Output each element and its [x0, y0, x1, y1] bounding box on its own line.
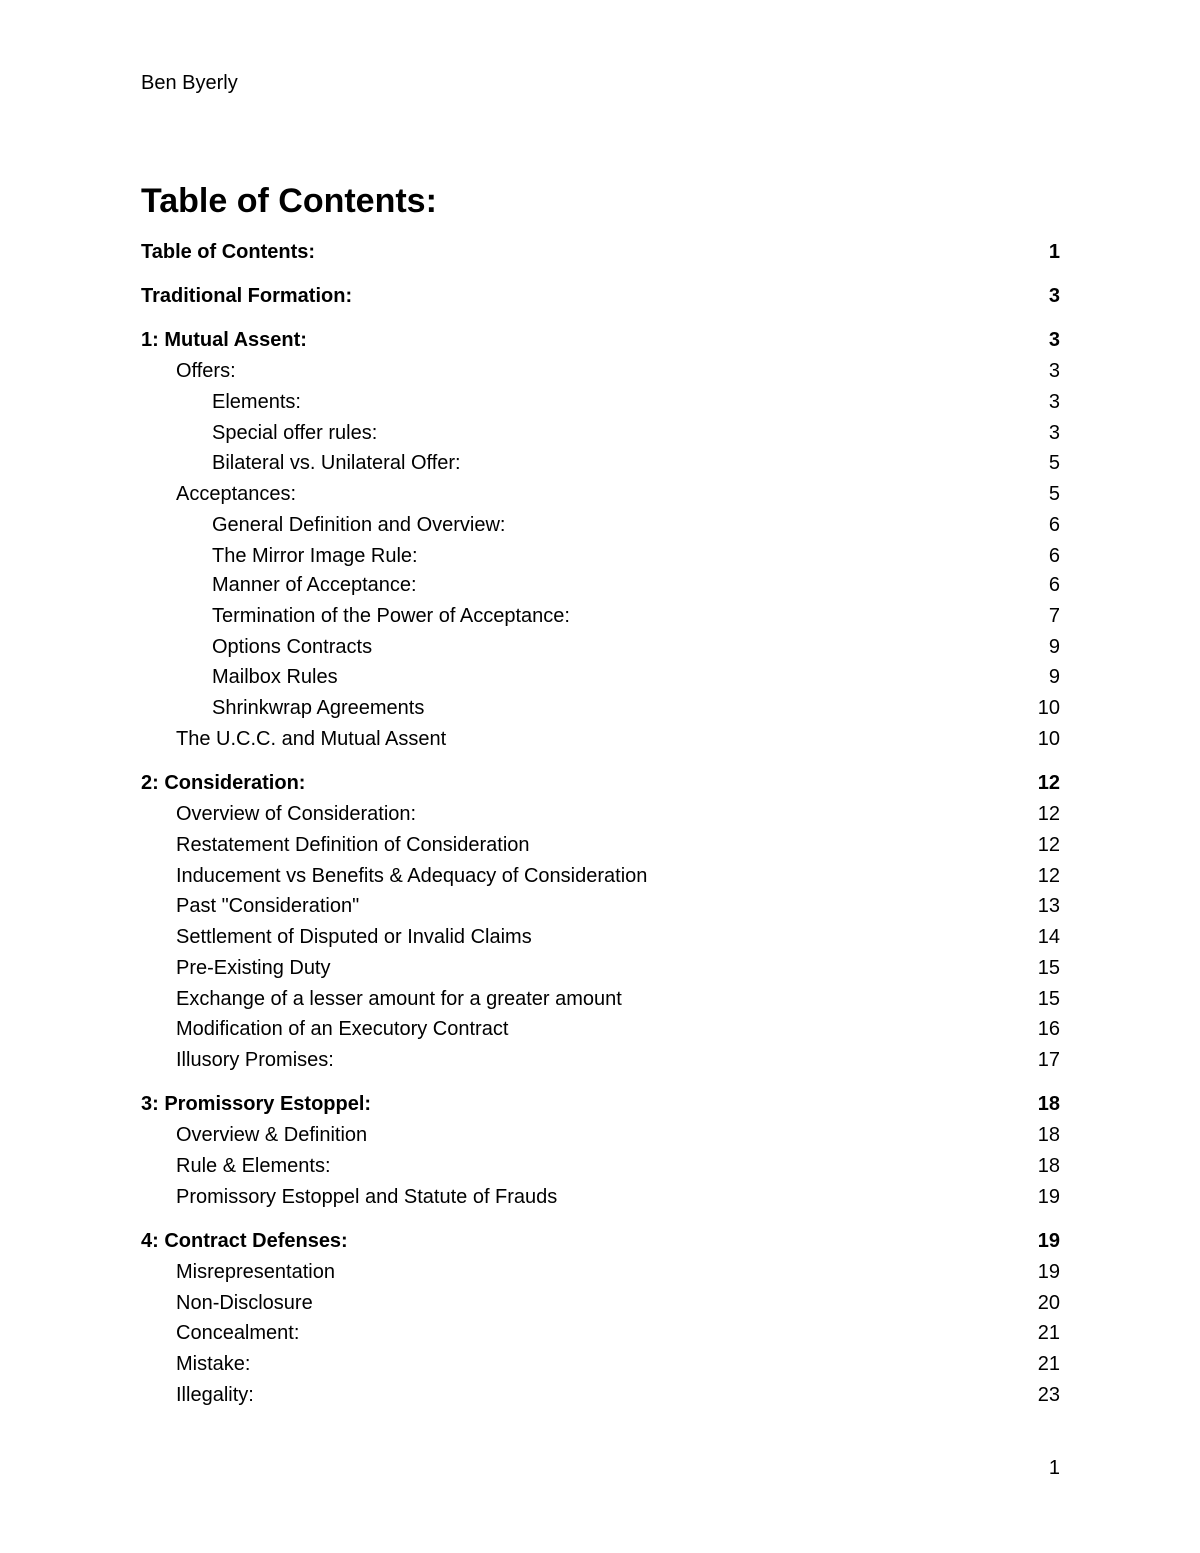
toc-entry[interactable] — [141, 283, 1060, 309]
toc-entry-label: General Definition and Overview: — [212, 514, 506, 536]
toc-entry[interactable] — [141, 1320, 1060, 1346]
toc-entry-page: 16 — [1037, 1018, 1060, 1040]
toc-entry[interactable] — [141, 572, 1060, 598]
toc-entry[interactable] — [141, 1259, 1060, 1285]
toc-entry-label: Exchange of a lesser amount for a greater amount — [176, 988, 622, 1010]
toc-entry[interactable] — [141, 389, 1060, 415]
toc-entry-label: 1: Mutual Assent: — [141, 329, 307, 351]
toc-entry-label: Table of Contents: — [141, 241, 316, 263]
toc-entry-label: Overview of Consideration: — [176, 803, 417, 825]
toc-entry-page: 9 — [1048, 666, 1060, 688]
toc-entry[interactable] — [141, 1047, 1060, 1073]
toc-entry-label: Elements: — [212, 391, 301, 413]
toc-entry-page: 15 — [1037, 988, 1060, 1010]
toc-entry[interactable] — [141, 1122, 1060, 1148]
toc-entry[interactable] — [141, 543, 1060, 569]
toc-entry-page: 18 — [1037, 1124, 1060, 1146]
toc-entry-label: Inducement vs Benefits & Adequacy of Consideration — [176, 865, 648, 887]
toc-entry-page: 3 — [1048, 285, 1060, 307]
toc-entry-label: Settlement of Disputed or Invalid Claims — [176, 926, 532, 948]
toc-entry[interactable] — [141, 726, 1060, 752]
toc-entry-label: The U.C.C. and Mutual Assent — [176, 728, 447, 750]
toc-entry-page: 12 — [1037, 834, 1060, 856]
toc-entry-label: Options Contracts — [212, 636, 373, 658]
toc-entry-label: Past "Consideration" — [176, 895, 360, 917]
toc-entry[interactable] — [141, 695, 1060, 721]
toc-entry[interactable] — [141, 955, 1060, 981]
toc-entry-label: Overview & Definition — [176, 1124, 368, 1146]
toc-entry-label: Illegality: — [176, 1384, 254, 1406]
toc-entry[interactable] — [141, 1290, 1060, 1316]
toc-entry-page: 15 — [1037, 957, 1060, 979]
toc-entry-page: 3 — [1048, 329, 1060, 351]
toc-entry[interactable] — [141, 450, 1060, 476]
table-of-contents — [141, 0, 1060, 1553]
page-title: Table of Contents: — [141, 182, 437, 220]
toc-entry-page: 19 — [1037, 1261, 1060, 1283]
toc-entry[interactable] — [141, 924, 1060, 950]
toc-entry-label: Modification of an Executory Contract — [176, 1018, 509, 1040]
toc-entry[interactable] — [141, 986, 1060, 1012]
toc-entry-page: 6 — [1048, 545, 1060, 567]
toc-entry[interactable] — [141, 801, 1060, 827]
toc-entry-label: 4: Contract Defenses: — [141, 1230, 348, 1252]
toc-entry-label: Misrepresentation — [176, 1261, 335, 1283]
toc-entry-label: Non-Disclosure — [176, 1292, 313, 1314]
toc-entry[interactable] — [141, 863, 1060, 889]
toc-entry-label: Mailbox Rules — [212, 666, 338, 688]
toc-entry-label: Traditional Formation: — [141, 285, 353, 307]
toc-entry[interactable] — [141, 1382, 1060, 1408]
toc-entry-page: 18 — [1037, 1155, 1060, 1177]
toc-entry-label: Bilateral vs. Unilateral Offer: — [212, 452, 461, 474]
toc-entry[interactable] — [141, 634, 1060, 660]
toc-entry-label: 3: Promissory Estoppel: — [141, 1093, 372, 1115]
toc-entry[interactable] — [141, 239, 1060, 265]
toc-entry-page: 3 — [1048, 391, 1060, 413]
toc-entry-label: Rule & Elements: — [176, 1155, 331, 1177]
toc-entry-page: 18 — [1037, 1093, 1060, 1115]
toc-entry[interactable] — [141, 512, 1060, 538]
toc-entry[interactable] — [141, 893, 1060, 919]
toc-entry-label: Termination of the Power of Acceptance: — [212, 605, 570, 627]
toc-entry-page: 3 — [1048, 360, 1060, 382]
toc-entry[interactable] — [141, 327, 1060, 353]
toc-entry-label: Mistake: — [176, 1353, 251, 1375]
toc-entry-label: Promissory Estoppel and Statute of Frauds — [176, 1186, 558, 1208]
toc-entry-label: Restatement Definition of Consideration — [176, 834, 530, 856]
toc-entry[interactable] — [141, 1016, 1060, 1042]
toc-entry-label: Acceptances: — [176, 483, 297, 505]
toc-entry[interactable] — [141, 664, 1060, 690]
toc-entry[interactable] — [141, 1351, 1060, 1377]
toc-entry[interactable] — [141, 603, 1060, 629]
toc-entry-label: 2: Consideration: — [141, 772, 306, 794]
toc-entry[interactable] — [141, 1228, 1060, 1254]
toc-entry-page: 23 — [1037, 1384, 1060, 1406]
toc-entry-page: 12 — [1037, 772, 1060, 794]
toc-entry[interactable] — [141, 358, 1060, 384]
toc-entry-label: Concealment: — [176, 1322, 300, 1344]
toc-entry[interactable] — [141, 832, 1060, 858]
toc-entry-label: Special offer rules: — [212, 422, 378, 444]
page-number: 1 — [1048, 1457, 1060, 1479]
toc-entry-page: 5 — [1048, 483, 1060, 505]
toc-entry-page: 6 — [1048, 574, 1060, 596]
toc-entry-label: Pre-Existing Duty — [176, 957, 331, 979]
toc-entry-page: 13 — [1037, 895, 1060, 917]
document-author: Ben Byerly — [141, 72, 238, 94]
toc-entry-page: 17 — [1037, 1049, 1060, 1071]
toc-entry-page: 1 — [1048, 241, 1060, 263]
toc-entry-page: 12 — [1037, 803, 1060, 825]
toc-entry[interactable] — [141, 770, 1060, 796]
toc-entry-page: 6 — [1048, 514, 1060, 536]
toc-entry-page: 10 — [1037, 728, 1060, 750]
toc-entry-label: Illusory Promises: — [176, 1049, 334, 1071]
toc-entry[interactable] — [141, 1091, 1060, 1117]
toc-entry-page: 20 — [1037, 1292, 1060, 1314]
toc-entry-page: 9 — [1048, 636, 1060, 658]
toc-entry-page: 10 — [1037, 697, 1060, 719]
toc-entry-page: 3 — [1048, 422, 1060, 444]
toc-entry-page: 19 — [1037, 1186, 1060, 1208]
toc-entry-page: 14 — [1037, 926, 1060, 948]
toc-entry-label: Shrinkwrap Agreements — [212, 697, 425, 719]
toc-entry-page: 12 — [1037, 865, 1060, 887]
toc-entry-page: 5 — [1048, 452, 1060, 474]
toc-entry-page: 21 — [1037, 1353, 1060, 1375]
toc-entry-label: Manner of Acceptance: — [212, 574, 417, 596]
toc-entry[interactable] — [141, 420, 1060, 446]
toc-entry-page: 21 — [1037, 1322, 1060, 1344]
toc-entry[interactable] — [141, 481, 1060, 507]
toc-entry-page: 19 — [1037, 1230, 1060, 1252]
toc-entry-label: Offers: — [176, 360, 236, 382]
toc-entry[interactable] — [141, 1184, 1060, 1210]
toc-entry[interactable] — [141, 1153, 1060, 1179]
toc-entry-page: 7 — [1048, 605, 1060, 627]
toc-entry-label: The Mirror Image Rule: — [212, 545, 418, 567]
